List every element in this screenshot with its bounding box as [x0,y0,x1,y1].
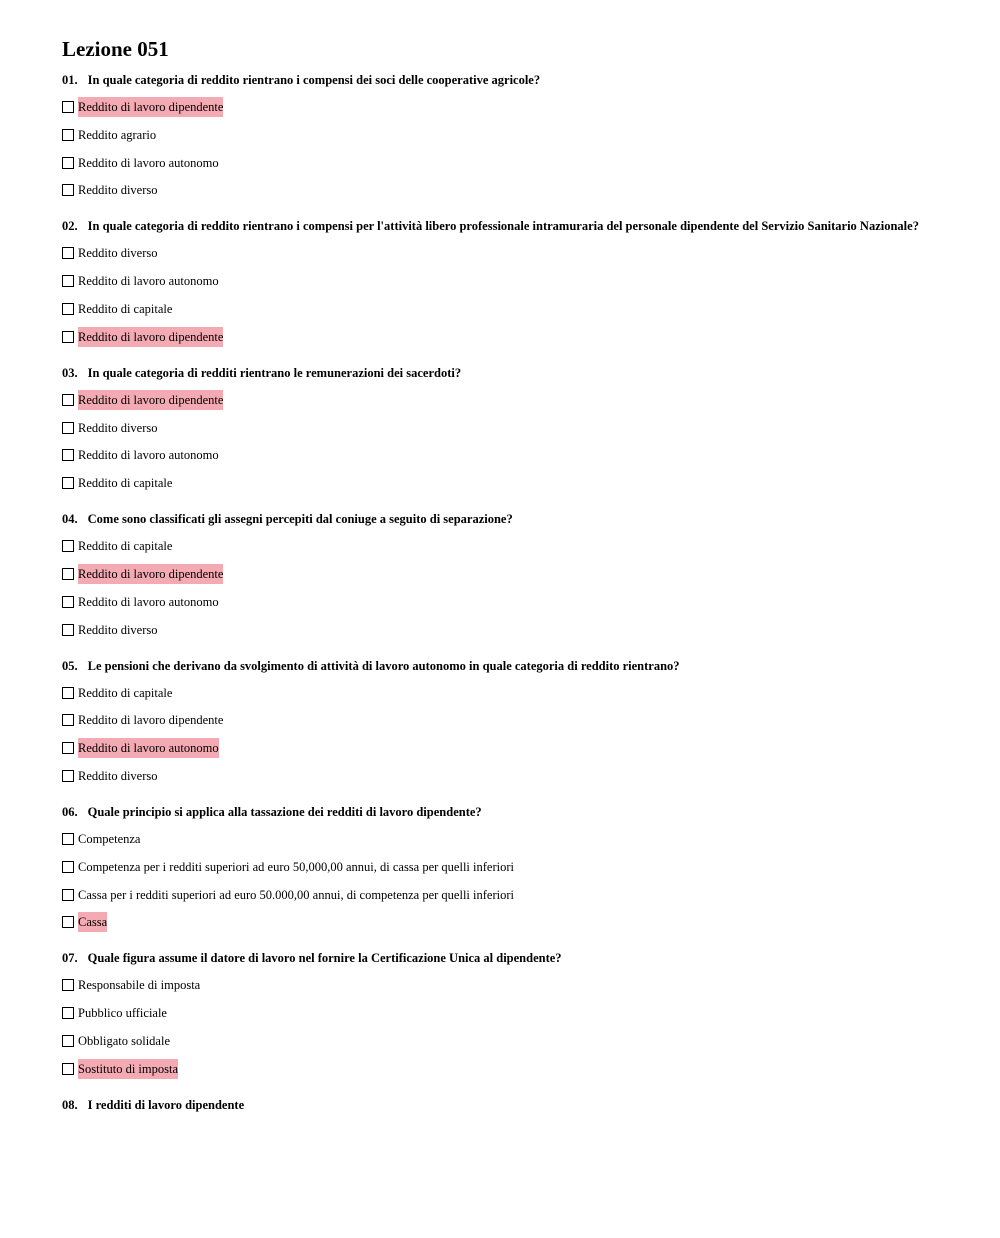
answer-label: Reddito diverso [78,183,158,198]
answer-label: Responsabile di imposta [78,978,201,993]
answer-option[interactable] [62,446,962,464]
answer-option[interactable] [62,1060,962,1078]
answer-option[interactable] [62,419,962,437]
correct-answer-label: Reddito di lavoro dipendente [78,327,223,347]
question-label: In quale categoria di redditi rientrano le remunerazioni dei sacerdoti? [87,365,462,380]
answer-label: Reddito diverso [78,622,158,637]
answer-checkbox[interactable] [62,1007,74,1019]
answer-label: Reddito diverso [78,768,158,783]
answer-checkbox[interactable] [62,540,74,552]
question-text [62,950,962,966]
answer-label: Reddito di lavoro autonomo [78,594,219,609]
answer-checkbox[interactable] [62,394,74,406]
answer-checkbox[interactable] [62,833,74,845]
answer-checkbox[interactable] [62,157,74,169]
answer-option[interactable] [62,328,962,346]
answer-option[interactable] [62,711,962,729]
answer-option[interactable] [62,154,962,172]
answer-checkbox[interactable] [62,101,74,113]
answer-option[interactable] [62,300,962,318]
answer-option[interactable] [62,684,962,702]
question-number: 01. [62,73,78,87]
question-block [62,804,962,931]
question-label: Come sono classificati gli assegni percepiti dal coniuge a seguito di separazione? [87,512,513,527]
answer-option[interactable] [62,886,962,904]
answer-checkbox[interactable] [62,770,74,782]
answer-checkbox[interactable] [62,714,74,726]
correct-answer-label: Reddito di lavoro dipendente [78,564,223,584]
answer-checkbox[interactable] [62,889,74,901]
answer-checkbox[interactable] [62,596,74,608]
answer-label: Competenza per i redditi superiori ad euro 50,000,00 annui, di cassa per quelli inferiori [78,859,514,874]
quiz-page [62,36,962,1132]
question-label: In quale categoria di reddito rientrano i compensi per l'attività libero professionale intramuraria del personale dipendente del Servizio Sanitario Nazionale? [87,219,919,234]
answer-checkbox[interactable] [62,247,74,259]
answer-option[interactable] [62,98,962,116]
question-label: In quale categoria di reddito rientrano i compensi dei soci delle cooperative agricole? [87,73,541,87]
answer-checkbox[interactable] [62,477,74,489]
answer-checkbox[interactable] [62,129,74,141]
answer-option[interactable] [62,767,962,785]
answer-label: Reddito di lavoro autonomo [78,448,219,463]
answer-checkbox[interactable] [62,449,74,461]
question-number: 05. [62,658,78,673]
answer-label: Reddito di capitale [78,685,173,700]
answer-option[interactable] [62,244,962,262]
answer-label: Competenza [78,831,141,846]
answer-label: Reddito di lavoro autonomo [78,155,219,170]
answer-label: Reddito di lavoro autonomo [78,274,219,289]
answer-checkbox[interactable] [62,275,74,287]
answer-checkbox[interactable] [62,916,74,928]
lesson-title: Lezione 051 [62,37,169,61]
answer-label: Reddito di lavoro dipendente [78,713,224,728]
question-block [62,658,962,785]
question-block [62,72,962,199]
answer-option[interactable] [62,593,962,611]
answer-option[interactable] [62,739,962,757]
answer-checkbox[interactable] [62,861,74,873]
answer-label: Reddito di capitale [78,476,173,491]
answer-checkbox[interactable] [62,422,74,434]
question-text [62,804,962,820]
question-list [62,72,962,1113]
answer-label: Reddito agrario [78,127,157,142]
answer-checkbox[interactable] [62,979,74,991]
answer-label: Reddito di capitale [78,539,173,554]
answer-label: Reddito diverso [78,420,158,435]
question-text [62,218,962,234]
answer-option[interactable] [62,565,962,583]
answer-checkbox[interactable] [62,184,74,196]
question-text [62,1097,962,1113]
answer-option[interactable] [62,474,962,492]
answer-option[interactable] [62,1004,962,1022]
question-text [62,511,962,527]
question-number: 06. [62,804,78,819]
question-block [62,1097,962,1113]
answer-option[interactable] [62,913,962,931]
answer-label: Pubblico ufficiale [78,1006,167,1021]
answer-option[interactable] [62,391,962,409]
question-number: 08. [62,1097,78,1112]
question-label: Quale figura assume il datore di lavoro nel fornire la Certificazione Unica al dipendente? [87,951,562,966]
answer-option[interactable] [62,976,962,994]
answer-option[interactable] [62,1032,962,1050]
answer-checkbox[interactable] [62,1063,74,1075]
correct-answer-label: Reddito di lavoro autonomo [78,738,219,758]
question-text [62,658,962,674]
answer-option[interactable] [62,621,962,639]
answer-option[interactable] [62,126,962,144]
question-number: 04. [62,512,78,527]
answer-label: Reddito di capitale [78,301,173,316]
question-number: 02. [62,219,78,234]
question-text [62,72,962,88]
question-label: Le pensioni che derivano da svolgimento di attività di lavoro autonomo in quale categoria di reddito rientrano? [87,658,680,673]
correct-answer-label: Sostituto di imposta [78,1059,178,1079]
question-block [62,950,962,1077]
answer-label: Reddito diverso [78,246,158,261]
question-number: 03. [62,365,78,380]
answer-option[interactable] [62,181,962,199]
answer-option[interactable] [62,858,962,876]
question-block [62,218,962,345]
answer-option[interactable] [62,537,962,555]
answer-checkbox[interactable] [62,303,74,315]
answer-label: Obbligato solidale [78,1033,170,1048]
question-text [62,365,962,381]
question-block [62,365,962,492]
question-label: Quale principio si applica alla tassazione dei redditi di lavoro dipendente? [87,804,482,819]
correct-answer-label: Reddito di lavoro dipendente [78,97,223,117]
question-number: 07. [62,951,78,966]
answer-option[interactable] [62,272,962,290]
answer-checkbox[interactable] [62,1035,74,1047]
answer-checkbox[interactable] [62,624,74,636]
question-label: I redditi di lavoro dipendente [87,1097,245,1112]
question-block [62,511,962,638]
correct-answer-label: Reddito di lavoro dipendente [78,390,223,410]
answer-option[interactable] [62,830,962,848]
answer-checkbox[interactable] [62,568,74,580]
answer-checkbox[interactable] [62,687,74,699]
answer-checkbox[interactable] [62,331,74,343]
answer-checkbox[interactable] [62,742,74,754]
answer-label: Cassa per i redditi superiori ad euro 50.000,00 annui, di competenza per quelli inferiori [78,887,514,902]
correct-answer-label: Cassa [78,912,107,932]
